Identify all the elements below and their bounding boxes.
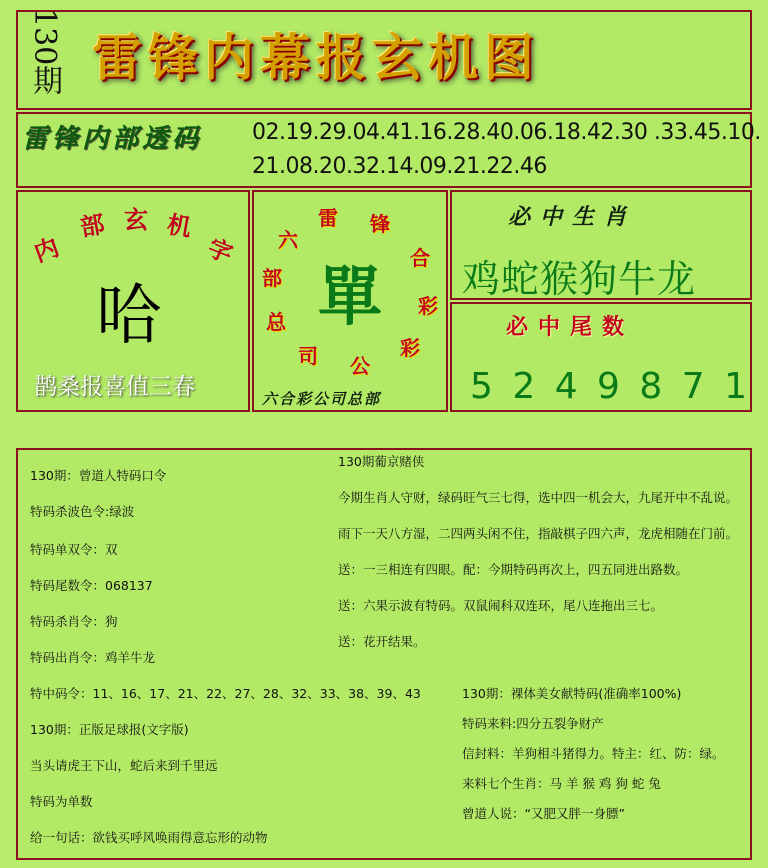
bottom-right-line: 信封料：羊狗相斗猪得力。特主：红、防：绿。 [462,746,725,761]
left-line: 特码杀波色令:绿波 [30,504,135,519]
issue-number: 130期 [27,8,62,96]
ring-char: 公 [350,354,370,378]
zodiac-label: 必中生肖 [508,204,637,230]
right-block-line: 送：一三相连有四眼。配：今期特码再次上，四五同进出路数。 [338,562,689,577]
riddle-label-char: 机 [164,209,194,243]
ring-char: 彩 [400,336,420,360]
bottom-right-line: 曾道人说：“又肥又胖一身膘” [462,806,625,821]
ring-char: 司 [298,344,318,368]
ring-char: 合 [410,246,430,270]
bottom-right-line: 特码来料:四分五裂争财产 [462,716,604,731]
tail-label: 必中尾数 [506,314,635,340]
ring-char: 彩 [418,294,438,318]
bottom-right-line: 130期：裸体美女献特码(准确率100%) [462,686,682,701]
ring-char: 六 [278,228,298,252]
right-block-line: 送：六果示波有特码。双鼠闹科双连环，尾八连拖出三七。 [338,598,664,613]
ring-char: 总 [266,310,286,334]
inner-code-label: 雷锋内部透码 [22,124,203,154]
riddle-label-char: 字 [203,232,237,269]
right-block-line: 雨下一天八方湿，二四两头闲不住，指敲棋子四六声，龙虎相随在门前。 [338,526,739,541]
right-block-title: 130期葡京赌侠 [338,454,425,469]
inner-code-line1: 02.19.29.04.41.16.28.40.06.18.42.30 .33.45.10. [252,120,761,145]
ring-char: 部 [262,266,282,290]
left-line: 特码出肖令：鸡羊牛龙 [30,650,156,665]
inner-code-line2: 21.08.20.32.14.09.21.22.46 [252,154,547,179]
page-title: 雷锋内幕报玄机图 [92,28,540,87]
ring-char: 锋 [370,212,390,236]
bottom-right-line: 来料七个生肖：马 羊 猴 鸡 狗 蛇 兔 [462,776,661,791]
left-line: 特码单双令：双 [30,542,118,557]
left-line: 特码杀肖令：狗 [30,614,118,629]
riddle-label-char: 玄 [124,205,148,234]
bottom-left-line: 当头请虎王下山，蛇后来到千里远 [30,758,218,773]
right-block-line: 送：花开结果。 [338,634,426,649]
center-big-char: 單 [318,260,382,335]
bottom-left-line: 给一句话：欲钱买呼风唤雨得意忘形的动物 [30,830,268,845]
right-block-line: 今期生肖人守财，绿码旺气三七得，选中四一机会大，九尾开中不乱说。 [338,490,739,505]
bottom-left-line: 特中码令：11、16、17、21、22、27、28、32、33、38、39、43 [30,686,421,701]
riddle-label-char: 内 [30,232,63,268]
tail-value: 5 2 4 9 8 7 1 [470,366,751,407]
bottom-left-line: 特码为单数 [30,794,93,809]
zodiac-value: 鸡蛇猴狗牛龙 [462,257,697,301]
center-footer: 六合彩公司总部 [262,390,382,408]
left-line: 特码尾数令：068137 [30,578,153,593]
riddle-char: 哈 [96,277,162,354]
bottom-left-line: 130期：正版足球报(文字版) [30,722,189,737]
riddle-poem: 鹊桑报喜值三春 [34,374,195,400]
riddle-label-char: 部 [78,209,107,242]
ring-char: 雷 [318,206,338,230]
left-line: 130期：曾道人特码口令 [30,468,167,483]
